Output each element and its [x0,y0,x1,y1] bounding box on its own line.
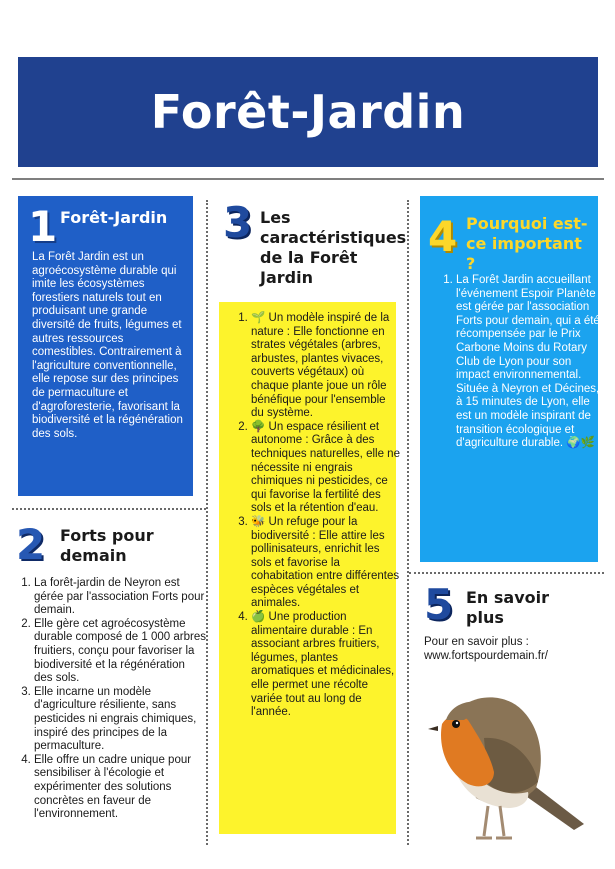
section-5-label: Pour en savoir plus : [424,636,529,648]
title-banner [18,57,598,167]
section-4-title: Pourquoi est-ce important ? [466,214,588,273]
column-divider-right [407,200,409,845]
section-3-number: 3 [223,198,253,247]
list-item: 3. Elle incarne un modèle d'agriculture résiliente, sans pesticides ni engrais chimiques, inspiré des principes de la permaculture. [34,686,206,754]
section-4-box [420,196,598,562]
section-1-number: 1 [28,202,58,251]
section-2-list [16,577,206,822]
list-item: 1. La forêt-jardin de Neyron est gérée par l'association Forts pour demain. [34,577,206,618]
section-1-title: Forêt-Jardin [60,208,168,227]
section-3-list [233,312,401,720]
section-3-title: Les caractéristiques de la Forêt Jardin [260,208,407,287]
section-1-text: La Forêt Jardin est un agroécosystème durable qui imite les écosystèmes forestiers naturels tout en produisant une grande diversité de fruits, légumes et autres ressources comestibles. Contrairement à l'agriculture conventionnelle, elle repose sur des principes de permaculture et d'agroforesterie, favorisant la biodiversité et la régénération des sols. [32,251,183,440]
list-item: 1. 🌱 Un modèle inspiré de la nature : Elle fonctionne en strates végétales (arbres, arbustes, plantes vivaces, couverts végétaux) où chaque plante joue un rôle bénéfique pour l'ensemble du système. [251,312,401,421]
section-5-number: 5 [424,580,454,629]
list-item: 3. 🐝 Un refuge pour la biodiversité : Elle attire les pollinisateurs, enrichit les sols et favorise la cohabitation entre différentes espèces végétales et animales. [251,516,401,611]
section-5-title: En savoir plus [466,588,550,627]
list-item: 2. Elle gère cet agroécosystème durable composé de 1 000 arbres fruitiers, conçu pour favoriser la biodiversité et la régénération des sols. [34,618,206,686]
column-divider-left [206,200,208,845]
list-item: 4. 🍏 Une production alimentaire durable : En associant arbres fruitiers, légumes, plantes aromatiques et médicinales, elle permet une récolte variée tout au long de l'année. [251,611,401,720]
header-divider [12,178,604,180]
website-link[interactable]: www.fortspourdemain.fr/ [424,650,548,662]
row-divider-left [12,508,206,510]
section-4-list [438,274,606,451]
row-divider-right [409,572,604,574]
robin-bird-icon [424,680,600,852]
section-2-title: Forts pour demain [60,526,154,565]
section-2-number: 2 [16,520,46,569]
page-title: Forêt-Jardin [150,85,466,139]
section-4-number: 4 [428,212,458,261]
list-item: 1. La Forêt Jardin accueillant l'événement Espoir Planète est gérée par l'association Forts pour demain, qui a été récompensée par le Prix Carbone Moins du Rotary Club de Lyon pour son impact environnemental. Située à Neyron et Décines, à 15 minutes de Lyon, elle est un modèle inspirant de transition écologique et d'agriculture durable. 🌍🌿 [456,274,606,451]
section-3-box [219,302,400,834]
section-1-box [18,196,193,496]
list-item: 2. 🌳 Un espace résilient et autonome : Grâce à des techniques naturelles, elle ne nécessite ni engrais chimiques ni pesticides, ce qui favorise la fertilité des sols et la rétention d'eau. [251,421,401,516]
list-item: 4. Elle offre un cadre unique pour sensibiliser à l'écologie et expérimenter des solutions concrètes en faveur de l'environnement. [34,754,206,822]
